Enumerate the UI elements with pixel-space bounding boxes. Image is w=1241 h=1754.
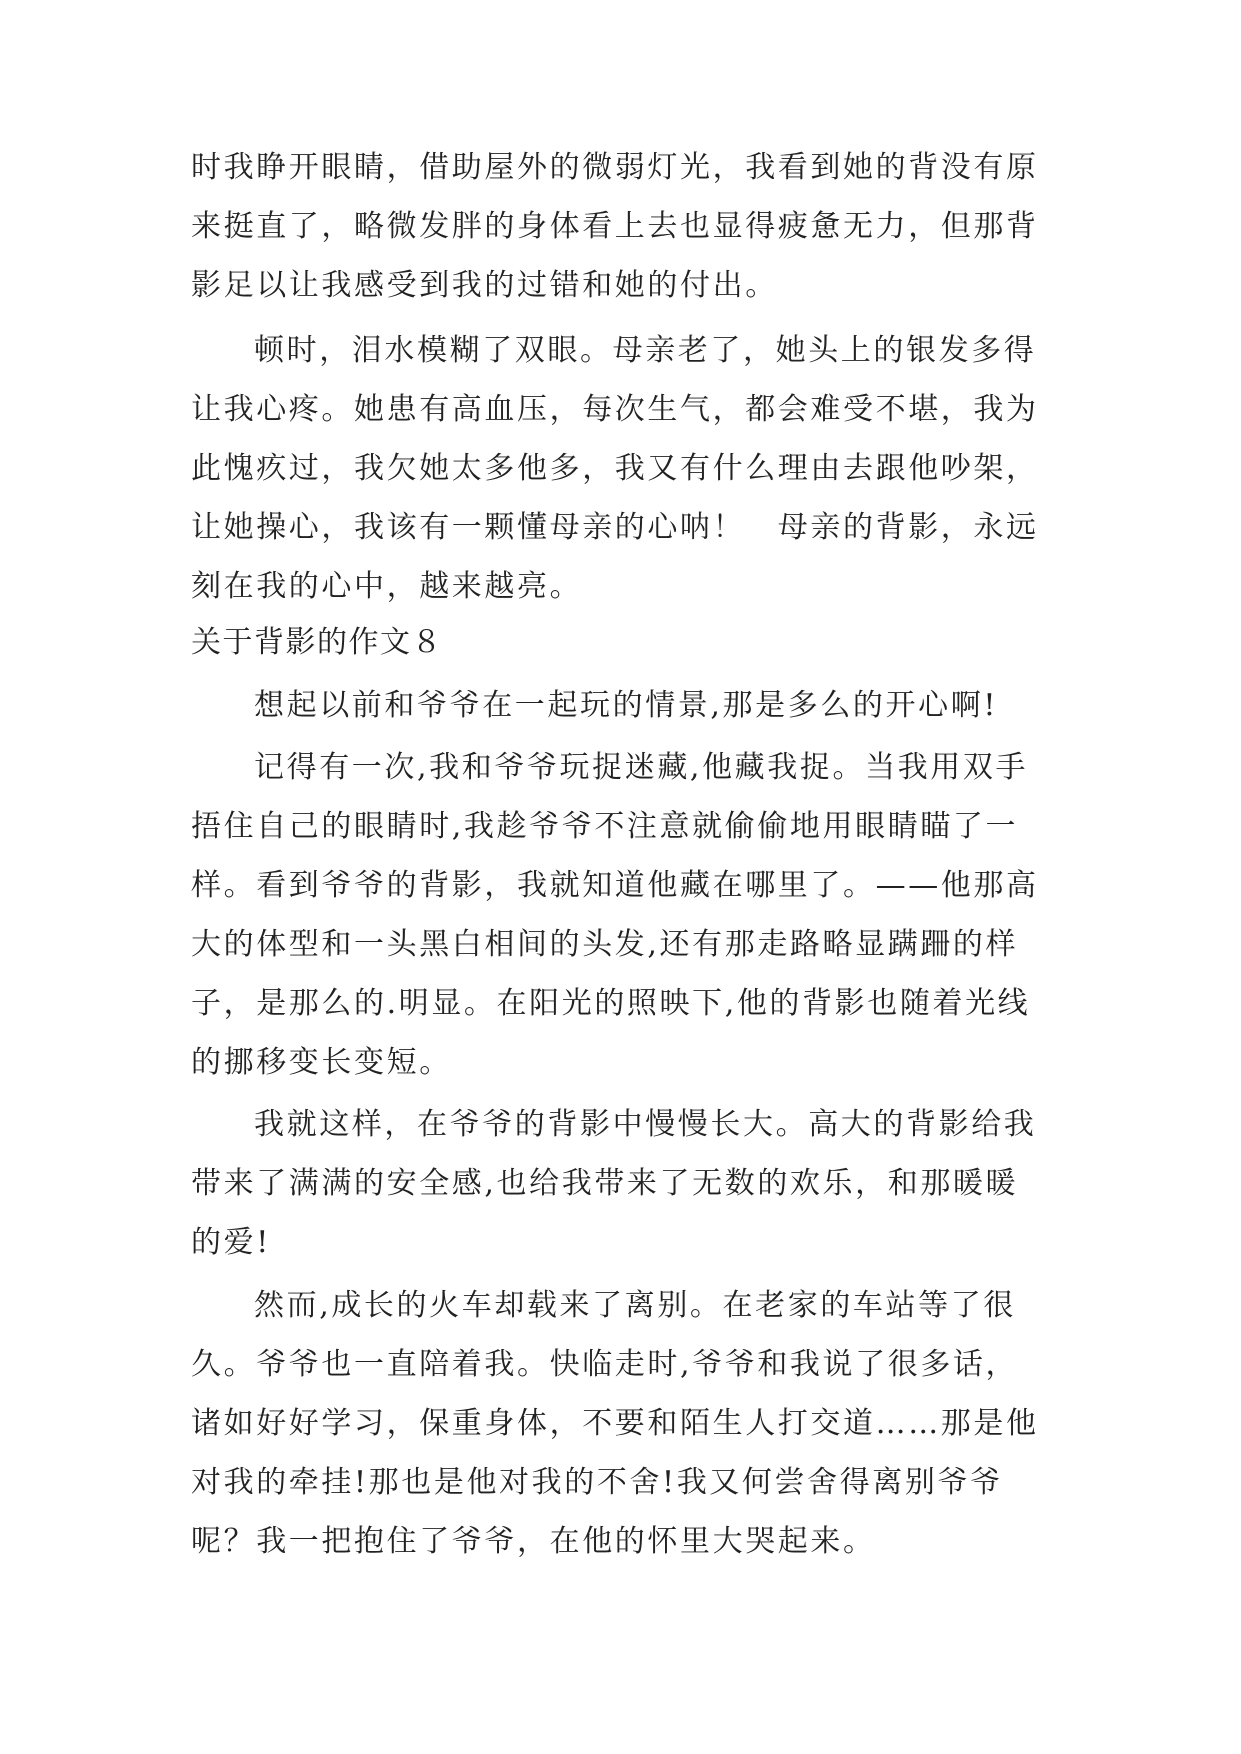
paragraph-line: 诸如好好学习，保重身体，不要和陌生人打交道……那是他: [191, 1406, 1039, 1441]
paragraph-line: 对我的牵挂!那也是他对我的不舍!我又何尝舍得离别爷爷: [191, 1465, 1003, 1500]
paragraph-line: 我就这样，在爷爷的背影中慢慢长大。高大的背影给我: [254, 1107, 1037, 1142]
paragraph-line: 然而,成长的火车却载来了离别。在老家的车站等了很: [254, 1288, 1016, 1323]
paragraph-line: 想起以前和爷爷在一起玩的情景,那是多么的开心啊!: [254, 688, 998, 723]
paragraph-line: 记得有一次,我和爷爷玩捉迷藏,他藏我捉。当我用双手: [254, 750, 1029, 785]
paragraph-line: 久。爷爷也一直陪着我。快临走时,爷爷和我说了很多话，: [191, 1347, 1019, 1382]
paragraph-line: 呢？我一把抱住了爷爷，在他的怀里大哭起来。: [191, 1524, 876, 1559]
section-heading: 关于背影的作文８: [191, 625, 443, 660]
paragraph-line: 的爱!: [191, 1225, 271, 1260]
paragraph-line: 捂住自己的眼睛时,我趁爷爷不注意就偷偷地用眼睛瞄了一: [191, 809, 1019, 844]
paragraph-line: 带来了满满的安全感,也给我带来了无数的欢乐，和那暖暖: [191, 1166, 1019, 1201]
paragraph-line: 顿时，泪水模糊了双眼。母亲老了，她头上的银发多得: [254, 333, 1037, 368]
paragraph-line: 的挪移变长变短。: [191, 1045, 452, 1080]
paragraph-line: 让我心疼。她患有高血压，每次生气，都会难受不堪，我为: [191, 392, 1039, 427]
paragraph-line: 样。看到爷爷的背影，我就知道他藏在哪里了。——他那高: [191, 868, 1039, 903]
paragraph-line: 此愧疚过，我欠她太多他多，我又有什么理由去跟他吵架，: [191, 451, 1039, 486]
paragraph-line: 子，是那么的.明显。在阳光的照映下,他的背影也随着光线: [191, 986, 1031, 1021]
paragraph-line: 来挺直了，略微发胖的身体看上去也显得疲惫无力，但那背: [191, 209, 1039, 244]
paragraph-line: 刻在我的心中，越来越亮。: [191, 569, 583, 604]
paragraph-line: 时我睁开眼睛，借助屋外的微弱灯光，我看到她的背没有原: [191, 150, 1039, 185]
paragraph-line: 让她操心，我该有一颗懂母亲的心呐！ 母亲的背影，永远: [191, 510, 1039, 545]
paragraph-line: 大的体型和一头黑白相间的头发,还有那走路略显蹒跚的样: [191, 927, 1019, 962]
paragraph-line: 影足以让我感受到我的过错和她的付出。: [191, 268, 778, 303]
